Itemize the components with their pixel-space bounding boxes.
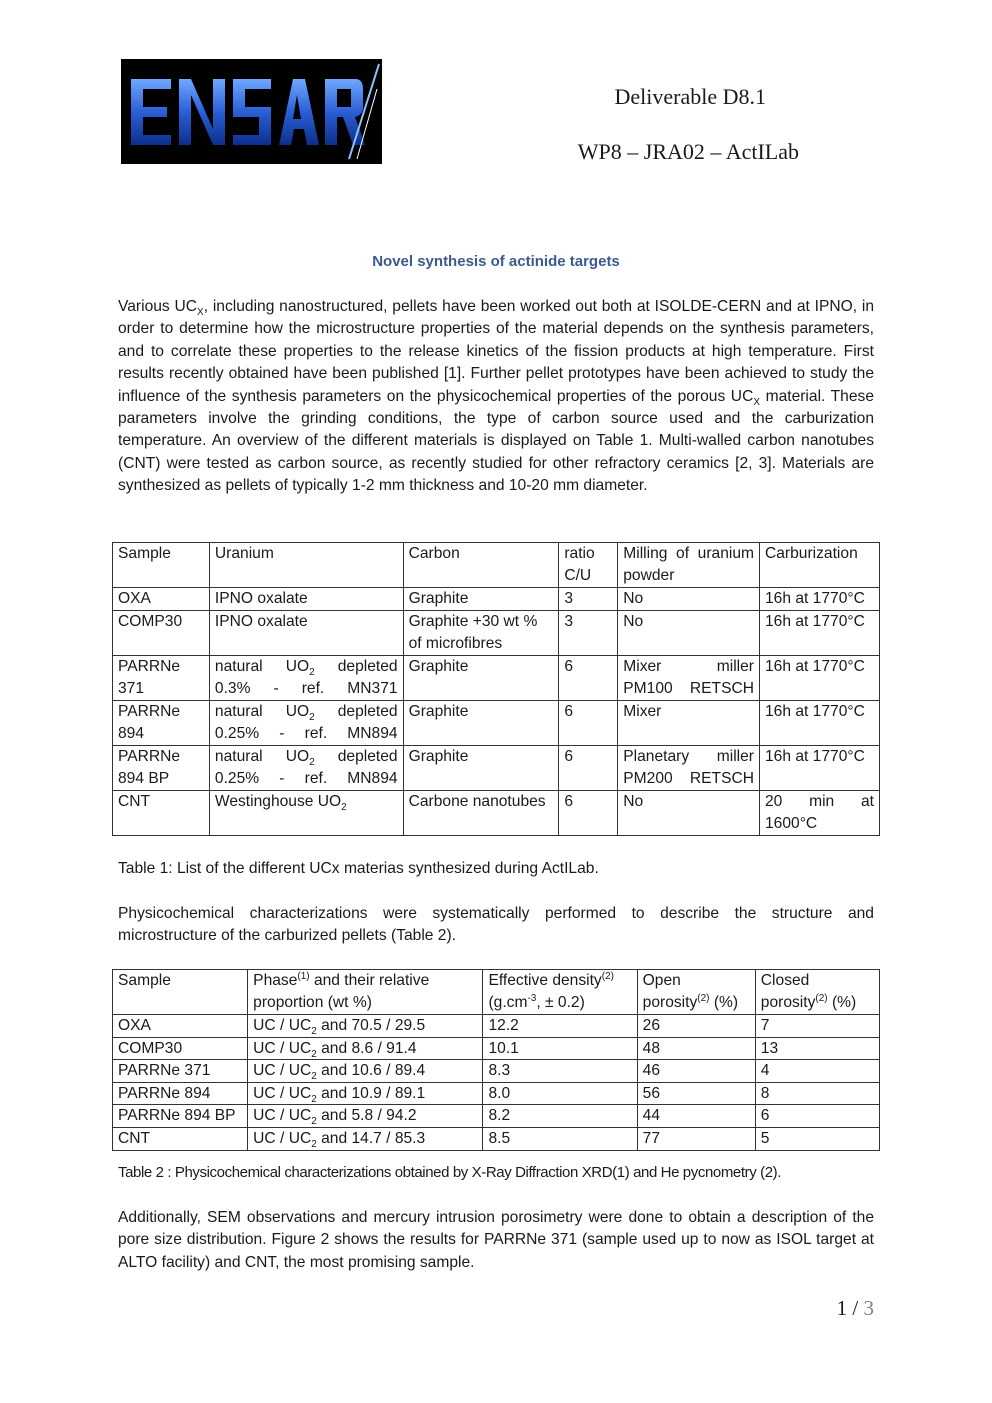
cell: PARRNe 894 BP	[113, 746, 210, 791]
cell: UC / $UC_2$ and 10.9 / 89.1	[248, 1082, 483, 1105]
cell: 77	[637, 1127, 755, 1150]
cell: No	[618, 588, 760, 611]
cell: 13	[755, 1037, 879, 1060]
cell: 6	[559, 746, 618, 791]
cell: 6	[755, 1105, 879, 1128]
cell: 6	[559, 701, 618, 746]
cell: Planetary miller PM200 RETSCH	[618, 746, 760, 791]
table-row	[113, 1037, 880, 1060]
cell: 48	[637, 1037, 755, 1060]
cell: 7	[755, 1015, 879, 1038]
cell: 8.0	[483, 1082, 637, 1105]
table-header-row	[113, 543, 880, 588]
cell: No	[618, 611, 760, 656]
table-row	[113, 1015, 880, 1038]
cell: 3	[559, 611, 618, 656]
cell: 44	[637, 1105, 755, 1128]
cell: 3	[559, 588, 618, 611]
cell: 56	[637, 1082, 755, 1105]
table-header-row	[113, 970, 880, 1015]
page-number: 1 / 3	[836, 1296, 874, 1320]
header-cell: Sample	[113, 543, 210, 588]
intro-paragraph: Various $UC_X$, including nanostructured, pellets have been worked out both at ISOLDE-CERN and at IPNO, in order to determine how the microstructure properties of the material depends on the synthesis parameters, and to correlate these properties to the release kinetics of the fission products at high temperature. First results recently obtained have been published [1]. Further pellet prototypes have been achieved to study the influence of the synthesis parameters on the physicochemical properties of the porous $UC_X$ material. These parameters involve the grinding conditions, the type of carbon source used and the carburization temperature. An overview of the different materials is displayed on Table 1. Multi-walled carbon nanotubes (CNT) were tested as carbon source, as recently studied for other refractory ceramics [2, 3]. Materials are synthesized as pellets of typically 1-2 mm thickness and 10-20 mm diameter.	[118, 298, 875, 495]
cell: CNT	[113, 1127, 248, 1150]
cell: Graphite	[403, 588, 559, 611]
cell: 12.2	[483, 1015, 637, 1038]
table-row	[113, 588, 880, 611]
cell: 8.3	[483, 1060, 637, 1083]
sem-paragraph: Additionally, SEM observations and mercury intrusion porosimetry were done to obtain a description of the pore size distribution. Figure 2 shows the results for PARRNe 371 (sample used up to now as ISOL target at ALTO facility) and CNT, the most promising sample.	[118, 1209, 874, 1271]
table-row	[113, 1105, 880, 1128]
cell: CNT	[113, 791, 210, 836]
cell: OXA	[113, 588, 210, 611]
header-cell: Closed porosity$^{(2)}$ (%)	[755, 970, 879, 1015]
header-cell: Milling of uranium powder	[618, 543, 760, 588]
cell: Mixer miller PM100 RETSCH	[618, 656, 760, 701]
cell: PARRNe 371	[113, 1060, 248, 1083]
characterization-table	[112, 969, 880, 1151]
table-row	[113, 701, 880, 746]
deliverable-label: Deliverable D8.1	[614, 84, 766, 109]
cell: IPNO oxalate	[209, 588, 403, 611]
cell: 46	[637, 1060, 755, 1083]
cell: No	[618, 791, 760, 836]
cell: 8.5	[483, 1127, 637, 1150]
cell: Graphite	[403, 746, 559, 791]
cell: COMP30	[113, 1037, 248, 1060]
header-cell: Carbon	[403, 543, 559, 588]
cell: natural $UO_2$ depleted 0.3% - ref. MN371	[209, 656, 403, 701]
characterization-paragraph: Physicochemical characterizations were systematically performed to describe the structure and microstructure of the carburized pellets (Table 2).	[118, 905, 874, 945]
cell: PARRNe 371	[113, 656, 210, 701]
table-row	[113, 1060, 880, 1083]
table1-caption: Table 1: List of the different UCx materias synthesized during ActILab.	[118, 860, 599, 877]
workpackage-label: WP8 – JRA02 – ActILab	[577, 139, 799, 164]
section-title: Novel synthesis of actinide targets	[372, 253, 620, 270]
table-row	[113, 1127, 880, 1150]
cell: 16h at 1770°C	[760, 611, 880, 656]
table-row	[113, 656, 880, 701]
cell: UC / $UC_2$ and 70.5 / 29.5	[248, 1015, 483, 1038]
cell: Graphite +30 wt % of microfibres	[403, 611, 559, 656]
cell: Graphite	[403, 656, 559, 701]
cell: 4	[755, 1060, 879, 1083]
cell: natural $UO_2$ depleted 0.25% - ref. MN894	[209, 746, 403, 791]
materials-table	[112, 542, 880, 836]
cell: PARRNe 894	[113, 1082, 248, 1105]
cell: 16h at 1770°C	[760, 588, 880, 611]
cell: natural $UO_2$ depleted 0.25% - ref. MN894	[209, 701, 403, 746]
cell: 10.1	[483, 1037, 637, 1060]
cell: 6	[559, 656, 618, 701]
table-row	[113, 1082, 880, 1105]
cell: 20 min at 1600°C	[760, 791, 880, 836]
header-cell: Effective density$^{(2)}$ ($g.cm^{-3}$, ± 0.2)	[483, 970, 637, 1015]
cell: UC / $UC_2$ and 10.6 / 89.4	[248, 1060, 483, 1083]
cell: 6	[559, 791, 618, 836]
cell: UC / $UC_2$ and 14.7 / 85.3	[248, 1127, 483, 1150]
header-cell: Open porosity$^{(2)}$ (%)	[637, 970, 755, 1015]
cell: UC / $UC_2$ and 5.8 / 94.2	[248, 1105, 483, 1128]
cell: UC / $UC_2$ and 8.6 / 91.4	[248, 1037, 483, 1060]
cell: IPNO oxalate	[209, 611, 403, 656]
cell: 26	[637, 1015, 755, 1038]
cell: Mixer	[618, 701, 760, 746]
cell: 8.2	[483, 1105, 637, 1128]
cell: OXA	[113, 1015, 248, 1038]
table-row	[113, 611, 880, 656]
cell: 16h at 1770°C	[760, 701, 880, 746]
cell: 16h at 1770°C	[760, 746, 880, 791]
cell: 16h at 1770°C	[760, 656, 880, 701]
cell: Westinghouse $UO_2$	[209, 791, 403, 836]
cell: Graphite	[403, 701, 559, 746]
header-cell: Carburization	[760, 543, 880, 588]
cell: 5	[755, 1127, 879, 1150]
header-cell: ratio C/U	[559, 543, 618, 588]
table2-caption: Table 2 : Physicochemical characterizations obtained by X-Ray Diffraction XRD(1) and He pycnometry (2).	[118, 1164, 781, 1181]
header-cell: Sample	[113, 970, 248, 1015]
header-cell: Uranium	[209, 543, 403, 588]
cell: PARRNe 894	[113, 701, 210, 746]
table-row	[113, 746, 880, 791]
cell: COMP30	[113, 611, 210, 656]
table-row	[113, 791, 880, 836]
header-cell: Phase$^{(1)}$ and their relative proportion (wt %)	[248, 970, 483, 1015]
cell: 8	[755, 1082, 879, 1105]
cell: Carbone nanotubes	[403, 791, 559, 836]
cell: PARRNe 894 BP	[113, 1105, 248, 1128]
